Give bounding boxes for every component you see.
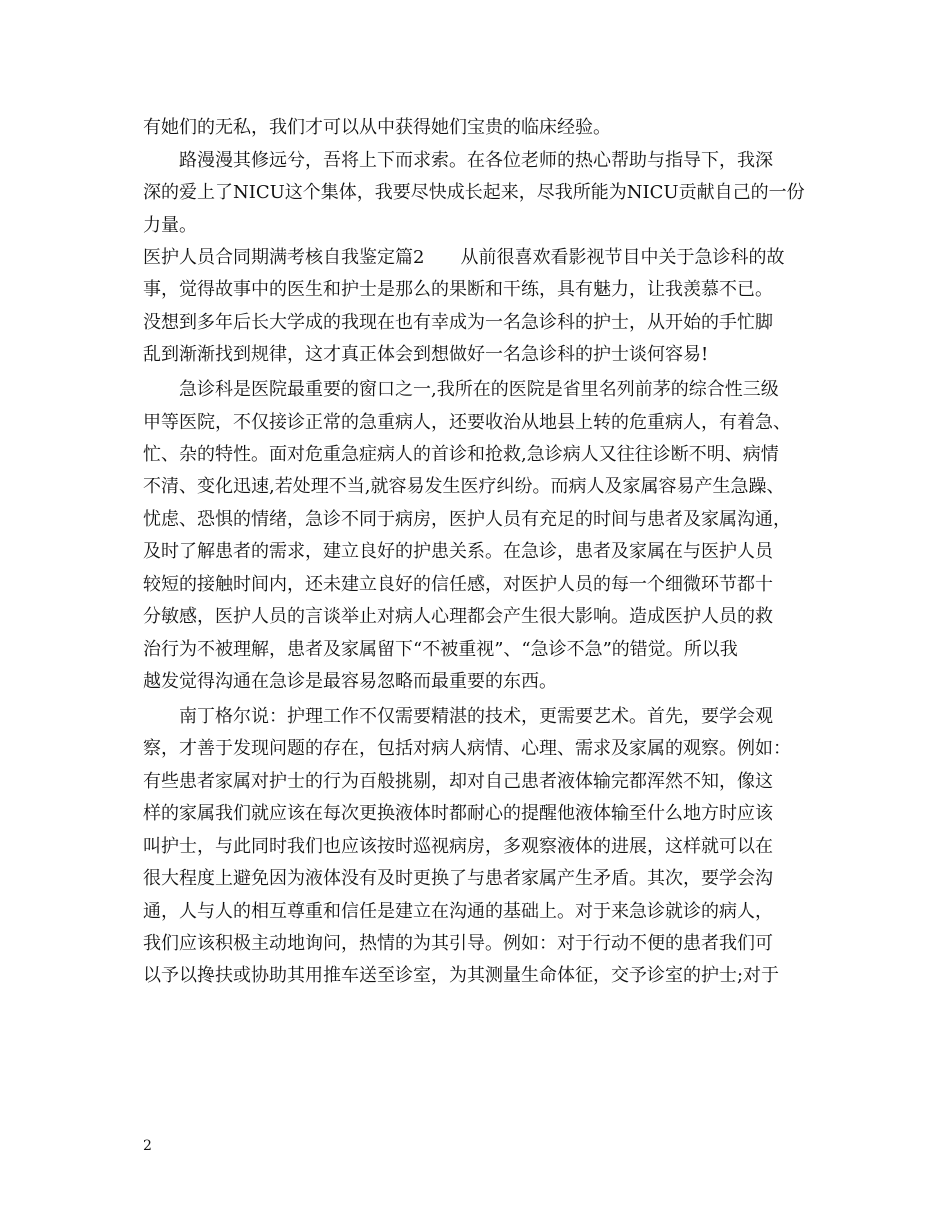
text-line: 没想到多年后长大学成的我现在也有幸成为一名急诊科的护士，从开始的手忙脚 <box>143 312 773 333</box>
text-line: 有些患者家属对护士的行为百般挑剔，却对自己患者液体输完都浑然不知，像这 <box>143 771 773 792</box>
text-line: 及时了解患者的需求，建立良好的护患关系。在急诊，患者及家属在与医护人员 <box>143 541 773 562</box>
text-line: 忙、杂的特性。面对危重急症病人的首诊和抢救,急诊病人又往往诊断不明、病情 <box>143 444 779 465</box>
text-line: 有她们的无私，我们才可以从中获得她们宝贵的临床经验。 <box>143 117 611 138</box>
text-line: 较短的接触时间内，还未建立良好的信任感，对医护人员的每一个细微环节都十 <box>143 574 773 595</box>
text-line: 路漫漫其修远兮，吾将上下而求索。在各位老师的热心帮助与指导下，我深 <box>143 150 773 171</box>
text-line: 急诊科是医院最重要的窗口之一,我所在的医院是省里名列前茅的综合性三级 <box>143 379 779 400</box>
text-line: 甲等医院，不仅接诊正常的急重病人，还要收治从地县上转的危重病人，有着急、 <box>143 412 791 433</box>
text-line: 很大程度上避免因为液体没有及时更换了与患者家属产生矛盾。其次，要学会沟 <box>143 868 773 889</box>
text-line: 察，才善于发现问题的存在，包括对病人病情、心理、需求及家属的观察。例如： <box>143 738 791 759</box>
text-line: 样的家属我们就应该在每次更换液体时都耐心的提醒他液体输至什么地方时应该 <box>143 803 773 824</box>
text-line: 通，人与人的相互尊重和信任是建立在沟通的基础上。对于来急诊就诊的病人， <box>143 901 773 922</box>
text-line: 乱到渐渐找到规律，这才真正体会到想做好一名急诊科的护士谈何容易! <box>143 344 709 365</box>
text-line: 分敏感，医护人员的言谈举止对病人心理都会产生很大影响。造成医护人员的救 <box>143 606 773 627</box>
page-number: 2 <box>143 1138 152 1154</box>
text-line: 不清、变化迅速,若处理不当,就容易发生医疗纠纷。而病人及家属容易产生急躁、 <box>143 476 785 497</box>
text-line: 忧虑、恐惧的情绪，急诊不同于病房，医护人员有充足的时间与患者及家属沟通， <box>143 509 791 530</box>
text-line: 事，觉得故事中的医生和护士是那么的果断和干练，具有魅力，让我羡慕不已。 <box>143 279 773 300</box>
text-line: 我们应该积极主动地询问，热情的为其引导。例如：对于行动不便的患者我们可 <box>143 933 773 954</box>
text-line: 越发觉得沟通在急诊是最容易忽略而最重要的东西。 <box>143 671 557 692</box>
text-line: 治行为不被理解，患者及家属留下“不被重视”、“急诊不急”的错觉。所以我 <box>143 639 738 660</box>
text-line: 深的爱上了NICU这个集体，我要尽快成长起来，尽我所能为NICU贡献自己的一份 <box>143 182 805 203</box>
text-line: 以予以搀扶或协助其用推车送至诊室，为其测量生命体征，交予诊室的护士;对于 <box>143 965 780 986</box>
text-line: 叫护士，与此同时我们也应该按时巡视病房，多观察液体的进展，这样就可以在 <box>143 836 773 857</box>
section-heading-line: 医护人员合同期满考核自我鉴定篇2 从前很喜欢看影视节目中关于急诊科的故 <box>143 247 785 268</box>
text-line: 南丁格尔说：护理工作不仅需要精湛的技术，更需要艺术。首先，要学会观 <box>143 706 773 727</box>
text-line: 力量。 <box>143 215 197 236</box>
